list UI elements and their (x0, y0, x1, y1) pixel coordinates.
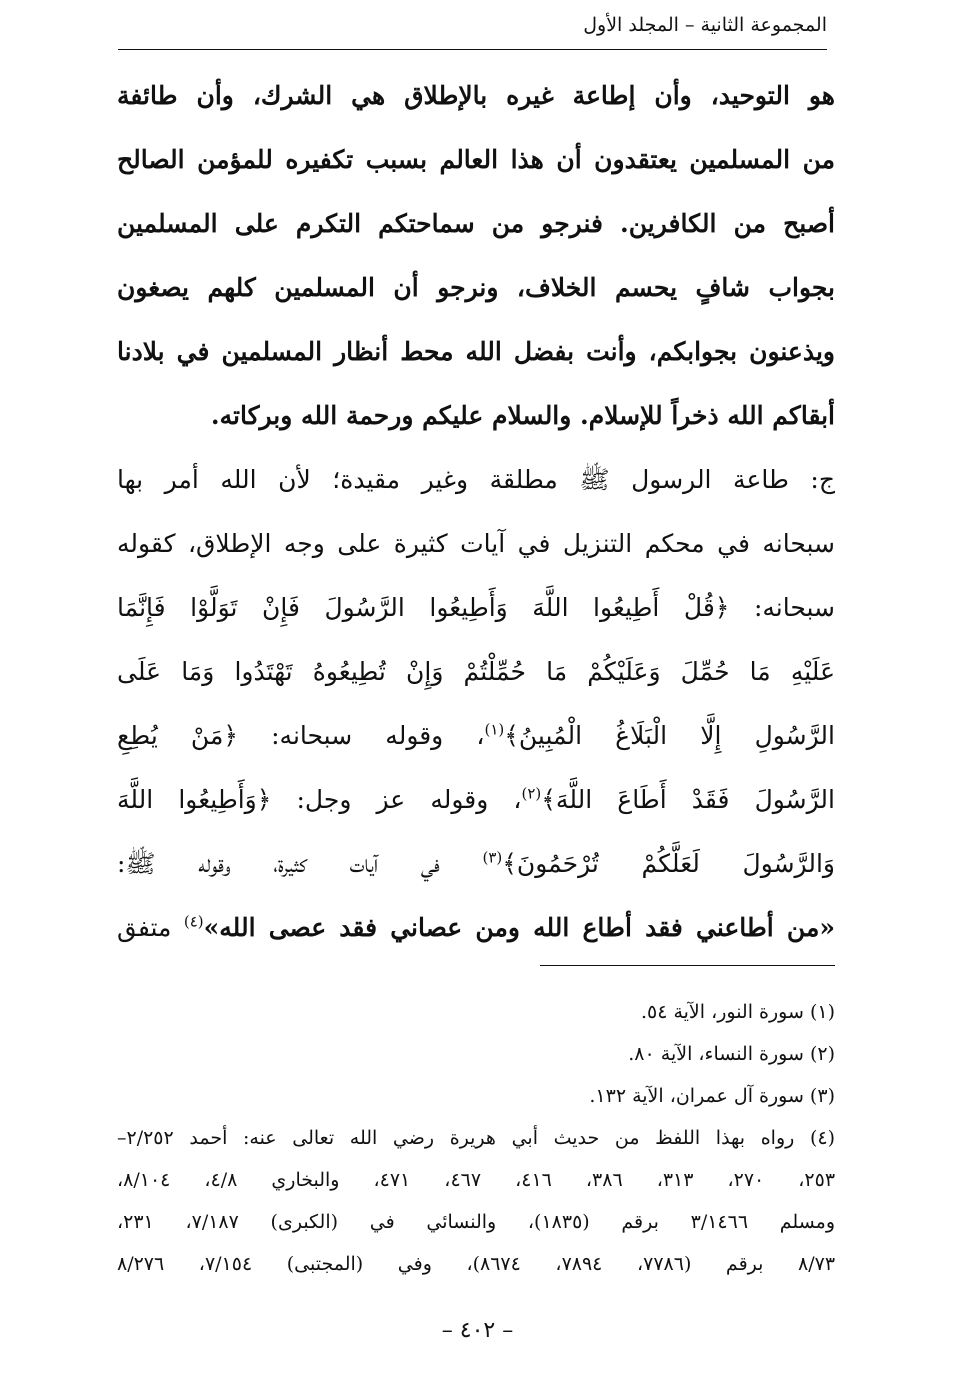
quran-verse-line: عَلَيْهِ مَا حُمِّلَ وَعَلَيْكُمْ مَا حُمِّلْتُمْ وَإِنْ تُطِيعُوهُ تَهْتَدُوا وَمَا عَلَى (117, 657, 835, 686)
hadith-quote: «من أطاعني فقد أطاع الله ومن عصاني فقد عصى الله» (203, 913, 835, 942)
main-text (117, 68, 835, 964)
footnote-ref[interactable]: (٤) (183, 912, 204, 931)
answer-line: ج: طاعة الرسول ﷺ مطلقة وغير مقيدة؛ لأن الله أمر بها (117, 465, 835, 494)
question-line: هو التوحيد، وأن إطاعة غيره بالإطلاق هي الشرك، وأن طائفة (117, 81, 835, 110)
question-line: ويذعنون بجوابكم، وأنت بفضل الله محط أنظار المسلمين في بلادنا (117, 337, 835, 366)
quran-verse: ﴿مَنْ يُطِعِ (117, 721, 238, 750)
footnotes (117, 993, 835, 1287)
footnote: (٢) سورة النساء، الآية ٨٠. (628, 1043, 835, 1065)
answer-line: سبحانه في محكم التنزيل في آيات كثيرة على وجه الإطلاق، كقوله (117, 529, 835, 558)
quran-verse: الرَّسُولِ إِلَّا الْبَلَاغُ الْمُبِينُ﴾ (504, 721, 835, 750)
quran-verse: الرَّسُولَ فَقَدْ أَطَاعَ اللَّهَ﴾ (541, 785, 835, 814)
footnote: (١) سورة النور، الآية ٥٤. (640, 1001, 835, 1023)
answer-text: متفق (117, 913, 184, 942)
question-line: أبقاكم الله ذخراً للإسلام. والسلام عليكم ورحمة الله وبركاته. (210, 401, 835, 430)
answer-line (117, 900, 835, 964)
footnote-continued: ٢٥٣، ٢٧٠، ٣١٣، ٣٨٦، ٤١٦، ٤٦٧، ٤٧١، والبخاري ٤/٨، ٨/١٠٤، (117, 1169, 835, 1191)
footnote-ref[interactable]: (٢) (521, 784, 542, 803)
question-line: بجواب شافٍ يحسم الخلاف، ونرجو أن المسلمين كلهم يصغون (117, 273, 835, 302)
footnote-ref[interactable]: (١) (484, 720, 505, 739)
footnote: (٤) رواه بهذا اللفظ من حديث أبي هريرة رضي الله تعالى عنه: أحمد ٢/٢٥٢– (117, 1127, 835, 1149)
answer-line (117, 836, 835, 900)
question-line: أصبح من الكافرين. فنرجو من سماحتكم التكرم على المسلمين (117, 209, 835, 238)
answer-line (117, 580, 835, 644)
page-number: – ٤٠٢ – (441, 1318, 514, 1343)
footnote-rule (540, 965, 835, 966)
running-header (118, 14, 827, 50)
answer-line (117, 708, 835, 772)
footnote-continued: ومسلم ٣/١٤٦٦ برقم (١٨٣٥)، والنسائي في (الكبرى) ٧/١٨٧، ٢٣١، (117, 1211, 835, 1233)
header-title: المجموعة الثانية – المجلد الأول (583, 14, 827, 36)
question-line: من المسلمين يعتقدون أن هذا العالم بسبب تكفيره للمؤمن الصالح (117, 145, 835, 174)
answer-text: في آيات كثيرة، وقوله ﷺ: (117, 849, 483, 878)
answer-text: سبحانه: (729, 593, 835, 622)
footnote-ref[interactable]: (٣) (482, 848, 503, 867)
answer-line (117, 772, 835, 836)
header-rule (118, 49, 827, 50)
answer-text: ، وقوله عز وجل: (271, 785, 522, 814)
quran-verse: وَالرَّسُولَ لَعَلَّكُمْ تُرْحَمُونَ﴾ (502, 849, 835, 878)
footnote: (٣) سورة آل عمران، الآية ١٣٢. (589, 1085, 835, 1107)
footnote-continued: ٨/٧٣ برقم (٧٧٨٦، ٧٨٩٤، ٨٦٧٤)، وفي (المجتبى) ٧/١٥٤، ٨/٢٧٦ (117, 1253, 835, 1275)
quran-verse: ﴿وَأَطِيعُوا اللَّهَ (117, 785, 272, 814)
answer-text: ، وقوله سبحانه: (237, 721, 485, 750)
quran-verse: ﴿قُلْ أَطِيعُوا اللَّهَ وَأَطِيعُوا الرَّسُولَ فَإِنْ تَوَلَّوْا فَإِنَّمَا (117, 593, 730, 622)
